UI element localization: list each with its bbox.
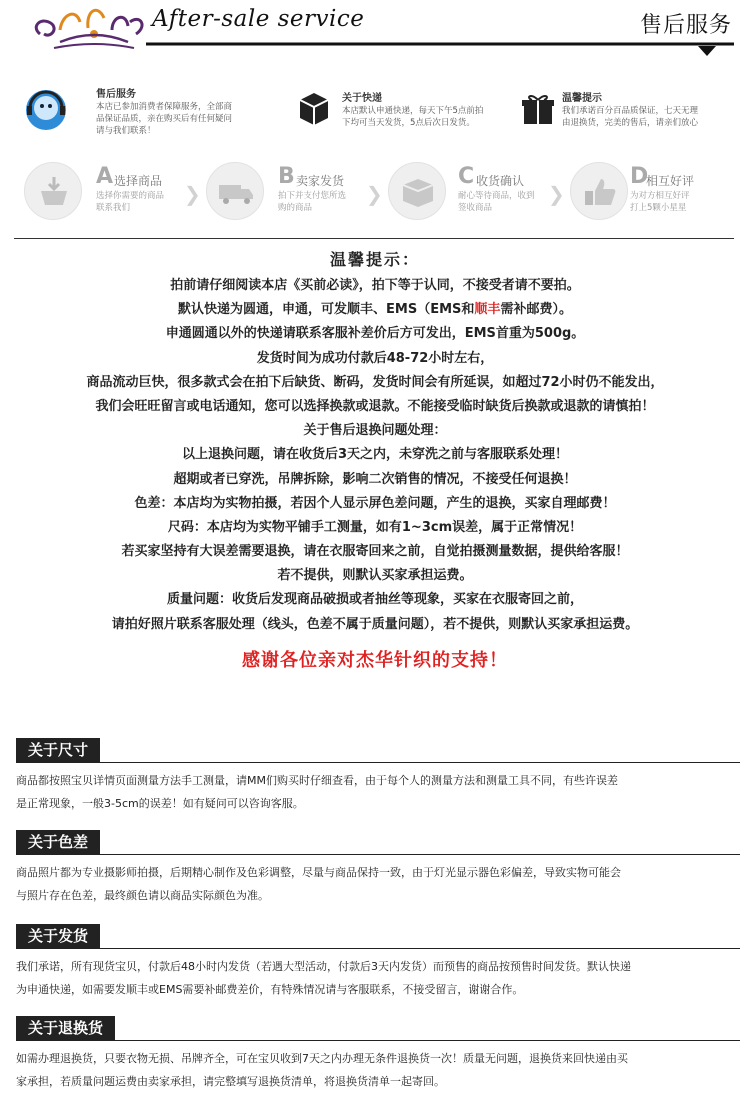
notice-line: 尺码：本店均为实物平铺手工测量，如有1~3cm误差，属于正常情况！	[167, 519, 583, 535]
info-line: 本店默认申通快递，每天下午5点前拍	[342, 106, 484, 116]
step-c	[388, 160, 565, 224]
info-after-sale	[22, 82, 272, 142]
section-heading: 关于退换货	[16, 1016, 115, 1041]
chevron-right-icon: ❯	[184, 182, 201, 206]
notice-line: 发货时间为成功付款后48-72小时左右，	[256, 350, 494, 366]
step-desc-line: 选择你需要的商品	[96, 191, 165, 201]
info-line: 请与我们联系！	[96, 126, 156, 136]
notice-line: 若买家坚持有大误差需要退换，请在衣服寄回来之前，自觉拍摄测量数据，提供给客服！	[121, 544, 629, 560]
section-size	[16, 738, 740, 815]
info-line: 品保证品质，亲在购买后有任何疑问	[96, 114, 233, 124]
step-desc	[630, 190, 690, 214]
step-letter: B	[278, 164, 295, 189]
step-a	[24, 160, 201, 224]
section-line: 与照片存在色差，最终颜色请以商品实际颜色为准。	[16, 889, 269, 902]
section-heading: 关于发货	[16, 924, 100, 949]
notice-line: 超期或者已穿洗，吊牌拆除，影响二次销售的情况，不接受任何退换！	[173, 471, 577, 487]
section-line: 是正常现象，一般3-5cm的误差！如有疑问可以咨询客服。	[16, 797, 304, 810]
header-banner	[0, 0, 750, 58]
notice-highlight: 顺丰	[474, 302, 501, 318]
thumbs-up-icon	[570, 162, 628, 220]
step-label: 收货确认	[476, 174, 525, 188]
info-line: 我们承诺百分百品质保证，七天无理	[562, 106, 699, 116]
gift-icon	[520, 90, 556, 126]
notice-line: 商品流动巨快，很多款式会在拍下后缺货、断码，发货时间会有所延误，如超过72小时仍不能发出，	[86, 374, 664, 390]
notice-line: 若不提供，则默认买家承担运费。	[277, 568, 473, 584]
page-title: 售后服务	[639, 13, 732, 38]
purchase-steps	[0, 160, 750, 224]
notice-line: 拍前请仔细阅读本店《买前必读》，拍下等于认同，不接受者请不要拍。	[170, 278, 580, 293]
section-body	[16, 861, 740, 907]
step-b	[206, 160, 383, 224]
step-desc	[96, 190, 164, 214]
script-title: After-sale service	[152, 6, 365, 32]
package-box-icon	[296, 90, 332, 126]
notice-line	[0, 298, 750, 322]
section-body	[16, 1047, 740, 1093]
info-row	[0, 82, 750, 142]
step-desc-line: 为对方相互好评	[630, 191, 690, 201]
step-desc-line: 签收商品	[458, 203, 493, 213]
section-rule	[16, 1040, 740, 1041]
step-desc-line: 拍下并支付您所选	[278, 191, 347, 201]
notice-line: 以上退换问题，请在收货后3天之内，未穿洗之前与客服联系处理！	[181, 447, 569, 463]
notice-line: 我们会旺旺留言或电话通知，您可以选择换款或退款。不能接受临时缺货后换款或退款的请慎拍！	[95, 398, 655, 414]
info-title: 关于快递	[342, 93, 382, 104]
notice-block	[0, 248, 750, 681]
section-body	[16, 955, 740, 1001]
notice-line: 请拍好照片联系客服处理（线头，色差不属于质量问题），若不提供，则默认买家承担运费。	[111, 616, 639, 632]
chevron-right-icon: ❯	[548, 182, 565, 206]
info-delivery	[292, 82, 512, 142]
ornament-icon	[0, 0, 750, 58]
step-label: 卖家发货	[296, 174, 345, 188]
info-line: 下均可当天发货，5点后次日发货。	[342, 118, 475, 128]
info-line: 本店已参加消费者保障服务，全部商	[96, 102, 233, 112]
notice-title: 温馨提示：	[329, 250, 420, 269]
chevron-right-icon: ❯	[366, 182, 383, 206]
step-d	[570, 160, 730, 224]
notice-line: 质量问题：收货后发现商品破损或者抽丝等现象，买家在衣服寄回之前，	[166, 592, 583, 608]
step-letter: C	[458, 164, 475, 189]
step-label: 相互好评	[646, 174, 695, 188]
step-desc	[278, 190, 346, 214]
section-heading: 关于尺寸	[16, 738, 100, 763]
notice-line: 色差：本店均为实物拍摄，若因个人显示屏色差问题，产生的退换，买家自理邮费！	[134, 495, 616, 511]
step-desc-line: 打上5颗小星星	[630, 203, 687, 213]
info-title: 售后服务	[96, 89, 136, 100]
info-line: 由退换货，完美的售后，请亲们放心	[562, 118, 699, 128]
support-agent-icon	[22, 86, 70, 134]
section-line: 为申通快递，如需要发顺丰或EMS需要补邮费差价，有特殊情况请与客服联系，不接受留言，谢谢合作。	[16, 983, 524, 996]
section-rule	[16, 854, 740, 855]
step-desc-line: 联系我们	[96, 203, 131, 213]
section-returns	[16, 1016, 740, 1093]
info-tips	[516, 82, 736, 142]
receive-box-icon	[388, 162, 446, 220]
shopping-basket-icon	[24, 162, 82, 220]
thanks-message: 感谢各位亲对杰华针织的支持！	[242, 649, 508, 671]
step-letter: D	[630, 164, 649, 189]
step-desc-line: 耐心等待商品，收到	[458, 191, 535, 201]
section-line: 商品都按照宝贝详情页面测量方法手工测量，请MM们购买时仔细查看，由于每个人的测量方法和测量工具不同，有些许误差	[16, 774, 618, 787]
section-color	[16, 830, 740, 907]
step-desc	[458, 190, 535, 214]
info-title: 温馨提示	[562, 93, 602, 104]
step-label: 选择商品	[114, 174, 163, 188]
step-letter: A	[96, 164, 114, 189]
section-shipping	[16, 924, 740, 1001]
section-rule	[16, 948, 740, 949]
divider	[14, 238, 734, 239]
section-line: 我们承诺，所有现货宝贝，付款后48小时内发货（若遇大型活动，付款后3天内发货）而预售的商品按预售时间发货。默认快递	[16, 960, 631, 973]
step-desc-line: 购的商品	[278, 203, 313, 213]
delivery-truck-icon	[206, 162, 264, 220]
section-heading: 关于色差	[16, 830, 100, 855]
section-line: 商品照片都为专业摄影师拍摄，后期精心制作及色彩调整，尽量与商品保持一致，由于灯光显示器色彩偏差，导致实物可能会	[16, 866, 621, 879]
section-line: 家承担，若质量问题运费由卖家承担，请完整填写退换货清单，将退换货清单一起寄回。	[16, 1075, 445, 1088]
section-body	[16, 769, 740, 815]
notice-line: 申通圆通以外的快递请联系客服补差价后方可发出，EMS首重为500g。	[165, 326, 585, 342]
section-rule	[16, 762, 740, 763]
notice-text: 默认快递为圆通，申通，可发顺丰、EMS（EMS和	[178, 302, 475, 318]
notice-line: 关于售后退换问题处理：	[303, 423, 447, 439]
section-line: 如需办理退换货，只要衣物无损、吊牌齐全，可在宝贝收到7天之内办理无条件退换货一次！质量无问题，退换货来回快递由买	[16, 1052, 628, 1065]
notice-text: 需补邮费）。	[500, 302, 572, 318]
